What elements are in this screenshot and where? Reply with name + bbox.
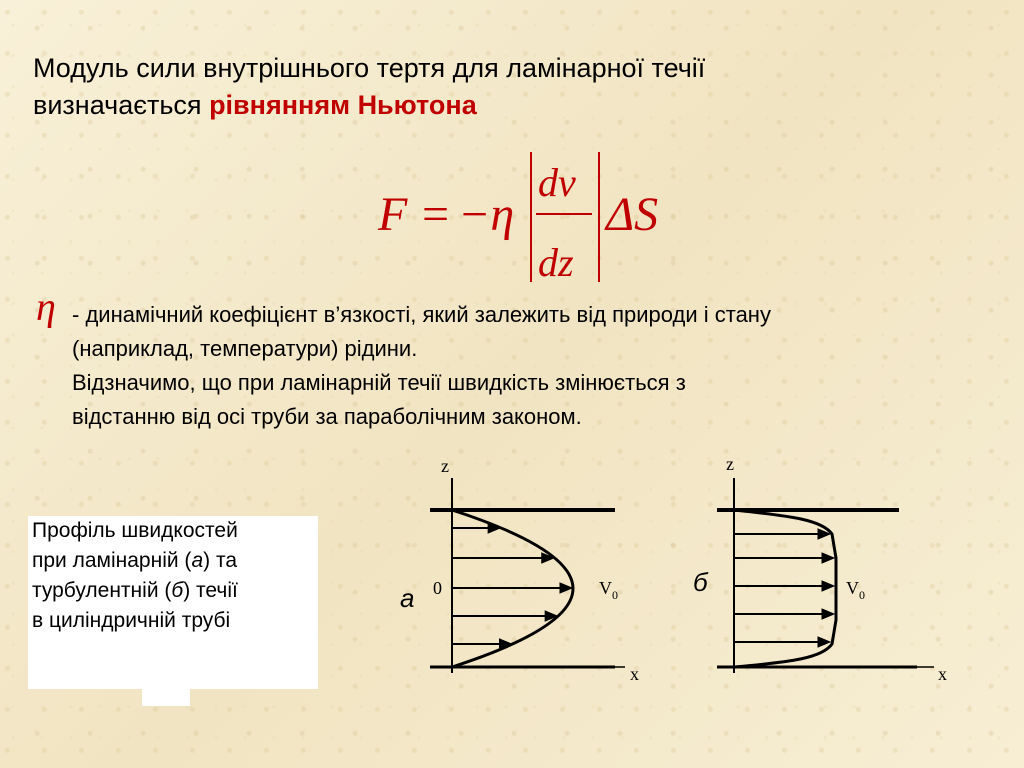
laminar-profile-diagram bbox=[425, 448, 655, 688]
formula-force: F bbox=[378, 188, 408, 241]
velocity-arrow-head bbox=[822, 581, 834, 591]
caption-line-2 bbox=[32, 546, 316, 576]
velocity-arrow-head bbox=[822, 553, 834, 563]
slide-title bbox=[33, 50, 993, 124]
description-line-3: Відзначимо, що при ламінарній течії швидкість змінюється з bbox=[72, 370, 686, 395]
eta-glyph: η bbox=[36, 288, 56, 328]
description-line-2: (наприклад, температури) рідини. bbox=[72, 336, 418, 361]
description bbox=[72, 298, 992, 434]
profile-a-label: а bbox=[400, 583, 415, 613]
formula-minus-eta: −η bbox=[458, 188, 515, 241]
origin-label: 0 bbox=[433, 578, 442, 598]
velocity-arrow-head bbox=[818, 637, 830, 647]
caption-line-1: Профіль швидкостей bbox=[32, 519, 238, 542]
velocity-arrows bbox=[734, 529, 834, 647]
caption-text bbox=[32, 516, 316, 636]
velocity-label: $V_0$ bbox=[846, 578, 865, 602]
turbulent-profile-diagram bbox=[712, 448, 962, 688]
caption-line-2-b: а bbox=[191, 549, 204, 572]
formula-area: ΔS bbox=[606, 188, 659, 241]
caption-box bbox=[28, 516, 318, 689]
velocity-label: $V_0$ bbox=[599, 578, 618, 602]
velocity-arrow-head bbox=[822, 609, 834, 619]
caption-line-2-c: ) та bbox=[203, 549, 238, 572]
title-line-1: Модуль сили внутрішнього тертя для ламінарної течії bbox=[33, 53, 706, 83]
caption-box-tab bbox=[142, 686, 190, 706]
velocity-arrow-head bbox=[560, 583, 572, 593]
description-line-4: відстанню від осі труби за параболічним законом. bbox=[72, 404, 582, 429]
profile-b-label: б bbox=[693, 567, 708, 597]
z-axis-label: z bbox=[726, 454, 734, 474]
caption-line-3 bbox=[32, 576, 316, 606]
x-axis-label: x bbox=[938, 664, 947, 684]
title-prefix: визначається bbox=[33, 90, 210, 120]
caption-line-3-a: турбулентній ( bbox=[32, 579, 172, 602]
formula-numerator: dv bbox=[538, 160, 576, 205]
title-highlight: рівнянням Ньютона bbox=[209, 90, 477, 120]
z-axis-label: z bbox=[441, 456, 449, 476]
description-line-1: - динамічний коефіцієнт в’язкості, який залежить від природи і стану bbox=[72, 302, 771, 327]
formula-denominator: dz bbox=[538, 240, 574, 285]
eta-symbol bbox=[34, 288, 70, 328]
caption-line-3-c: ) течії bbox=[183, 579, 238, 602]
formula-equals: = bbox=[422, 188, 450, 241]
x-axis-label: x bbox=[630, 664, 639, 684]
caption-line-2-a: при ламінарній ( bbox=[32, 549, 192, 572]
velocity-arrows bbox=[452, 523, 572, 649]
title-line-2 bbox=[33, 87, 993, 124]
newton-equation bbox=[370, 148, 670, 288]
caption-line-4: в циліндричній трубі bbox=[32, 609, 231, 632]
caption-line-3-b: б bbox=[171, 579, 184, 602]
